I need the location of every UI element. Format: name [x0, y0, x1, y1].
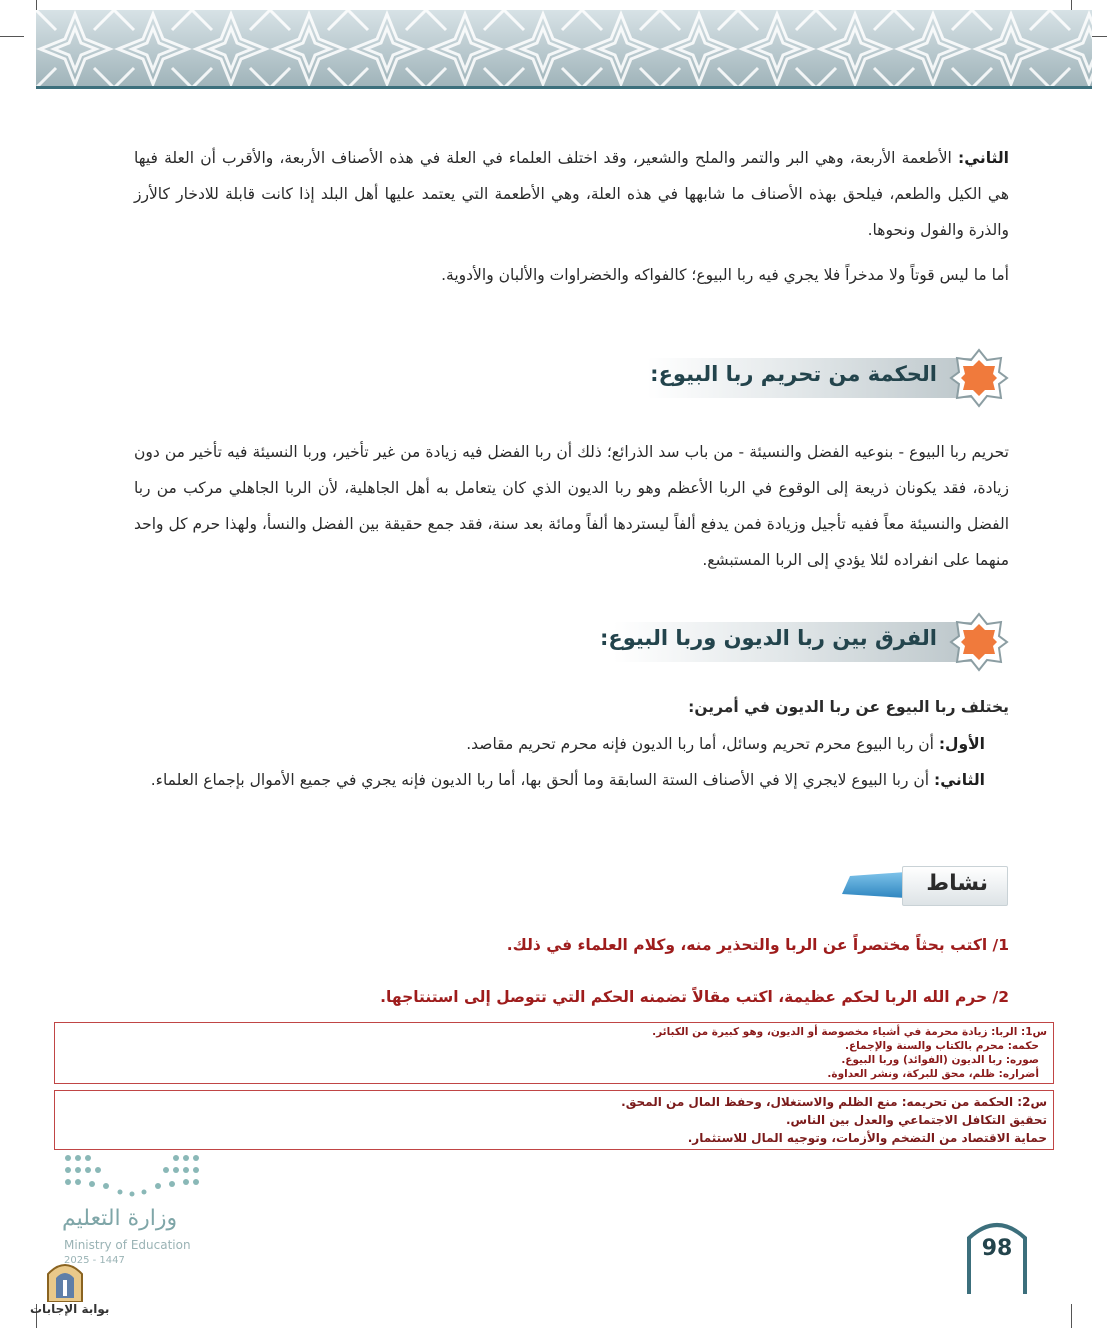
farq-second-text: أن ربا البيوع لايجري إلا في الأصناف الستة السابقة وما ألحق بها، أما ربا الديون فإنه يجري في جميع الأموال بإجماع العلماء. [150, 771, 935, 789]
farq-second [134, 762, 985, 798]
hikma-paragraph [134, 434, 1009, 578]
crop-mark-top-left [0, 36, 24, 37]
section-heading-hikma [647, 348, 1009, 408]
answer-2-line-3: حماية الاقتصاد من التضخم والأزمات، وتوجيه المال للاستثمار. [687, 1131, 1047, 1145]
hikma-text: تحريم ربا البيوع - بنوعيه الفضل والنسيئة - من باب سد الذرائع؛ ذلك أن ربا الفضل فيه زيادة من غير تأخير، وربا النسيئة فيه تأخير من دون زيادة، فقد يكونان ذريعة إلى الوقوع في الربا الأعظم وهو ربا الديون الذي كان يتعامل به أهل الجاهلية، لأن الربا الجاهلي مركب من ربا الفضل والنسيئة معاً ففيه تأجيل وزيادة فمن يدفع ألفاً ليستردها ألفاً ومائة بعد سنة، فقد جمع حقيقة بين الفضل والنسأ، ولهذا حرم كل واحد منهما على انفراده لئلا يؤدي إلى الربا المستبشع. [134, 443, 1009, 569]
intro-text: الأطعمة الأربعة، وهي البر والتمر والملح والشعير، وقد اختلف العلماء في العلة في هذه الأصناف الأربعة، والأقرب أن العلة فيها هي الكيل والطعم، فيلحق بهذه الأصناف ما شابهها في هذه العلة، وهي الأطعمة التي يعتمد عليها أهل البلد إذا كانت قابلة للادخار كالأرز والذرة والفول ونحوها. [134, 149, 1009, 239]
section-title-hikma: الحكمة من تحريم ربا البيوع: [650, 362, 937, 386]
section-heading-farq [599, 612, 1009, 672]
farq-first [134, 726, 985, 762]
activity-task-2: 2/ حرم الله الربا لحكم عظيمة، اكتب مقالاً تضمنه الحكم التي تتوصل إلى استنتاجها. [380, 988, 1009, 1006]
answer-box-1[interactable] [54, 1022, 1054, 1084]
ministry-year: 2025 - 1447 [64, 1255, 125, 1266]
intro-label: الثاني: [958, 149, 1009, 167]
answer-1-line-4: أضراره: ظلم، محق للبركة، ونشر العداوة. [827, 1068, 1039, 1080]
answer-1-line-2: حكمه: محرم بالكتاب والسنة والإجماع. [845, 1040, 1039, 1052]
site-name: بوابة الإجابات [30, 1302, 110, 1316]
crop-mark-bottom-right-v [1071, 1304, 1072, 1328]
activity-task-1: 1/ اكتب بحثاً مختصراً عن الربا والتحذير منه، وكلام العلماء في ذلك. [506, 936, 1009, 954]
farq-lead-text: يختلف ربا البيوع عن ربا الديون في أمرين: [688, 698, 1009, 716]
page-number: 98 [981, 1236, 1013, 1261]
activity-label: نشاط [926, 871, 988, 896]
octagon-star-icon [949, 612, 1009, 672]
answer-box-2[interactable] [54, 1090, 1054, 1150]
octagon-star-icon [949, 348, 1009, 408]
activity-header [840, 866, 1008, 906]
farq-first-label: الأول: [938, 735, 985, 753]
header-banner [36, 10, 1092, 88]
ministry-name-en: Ministry of Education [64, 1238, 191, 1252]
answer-1-line-1: س1: الربا: زيادة محرمة في أشياء مخصوصة أو الديون، وهو كبيرة من الكبائر. [652, 1026, 1047, 1038]
banner-underline [36, 86, 1092, 89]
intro-paragraph-2: أما ما ليس قوتاً ولا مدخراً فلا يجري فيه ربا البيوع؛ كالفواكه والخضراوات والألبان والأدوية. [441, 266, 1009, 284]
section-title-farq: الفرق بين ربا الديون وربا البيوع: [599, 626, 937, 650]
farq-lead [688, 698, 1009, 716]
ministry-logo-icon [64, 1154, 200, 1198]
answer-2-line-2: تحقيق التكافل الاجتماعي والعدل بين الناس. [786, 1113, 1047, 1127]
answer-1-line-3: صوره: ربا الديون (الفوائد) وربا البيوع. [841, 1054, 1039, 1066]
intro-paragraph [134, 140, 1009, 248]
site-logo-icon [40, 1258, 90, 1302]
ministry-name-ar: وزارة التعليم [62, 1206, 178, 1231]
farq-second-label: الثاني: [934, 771, 985, 789]
farq-first-text: أن ربا البيوع محرم تحريم وسائل، أما ربا الديون فإنه محرم تحريم مقاصد. [466, 735, 939, 753]
geometric-pattern [36, 10, 1092, 88]
arrow-ribbon-icon [840, 870, 910, 902]
answer-2-line-1: س2: الحكمة من تحريمه: منع الظلم والاستغلال، وحفظ المال من المحق. [621, 1095, 1047, 1109]
